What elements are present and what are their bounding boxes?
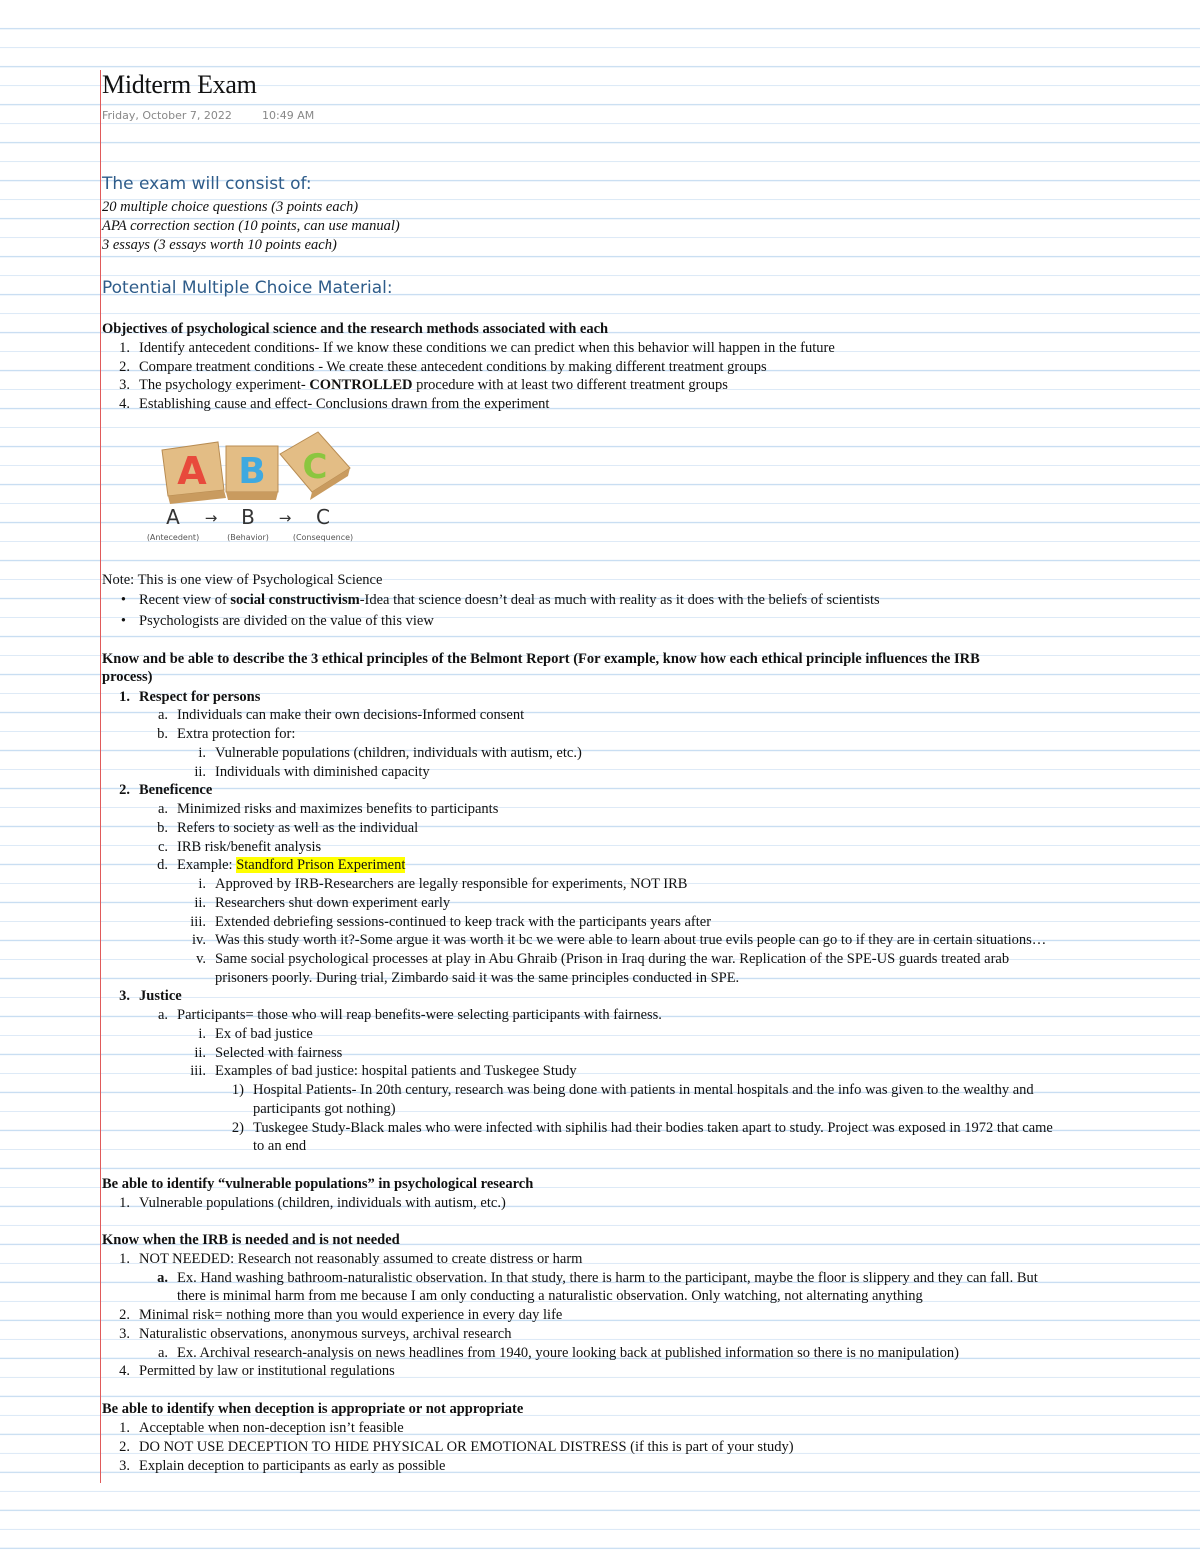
exam-item: 20 multiple choice questions (3 points each) <box>102 199 359 215</box>
abc-caption: (Antecedent) <box>146 533 200 542</box>
bullet-text: Recent view of <box>139 592 231 608</box>
list-item: Extra protection for: <box>177 726 296 742</box>
list-number: 3. <box>119 377 130 393</box>
bullet-text: -Idea that science doesn’t deal as much with reality as it does with the beliefs of scientists <box>359 592 880 608</box>
belmont-heading: Know and be able to describe the 3 ethical principles of the Belmont Report (For example, know how each ethical principle influences the IRB <box>102 651 980 667</box>
list-number: 1) <box>231 1082 244 1098</box>
list-number: 3. <box>119 1458 130 1474</box>
notebook-margin-line <box>100 70 101 1483</box>
list-item: Establishing cause and effect- Conclusions drawn from the experiment <box>139 396 550 412</box>
list-number: 2. <box>119 1439 130 1455</box>
block-c <box>280 432 350 500</box>
list-roman: ii. <box>194 764 206 780</box>
list-roman: iii. <box>190 914 206 930</box>
list-item: Naturalistic observations, anonymous surveys, archival research <box>139 1326 512 1342</box>
list-number: 4. <box>119 396 130 412</box>
block-letter: B <box>238 451 266 492</box>
principle-title: Beneficence <box>139 782 213 798</box>
list-roman: i. <box>198 745 206 761</box>
list-item: Same social psychological processes at play in Abu Ghraib (Prison in Iraq during the war. Replication of the SPE-US guards treated arab <box>215 951 1010 967</box>
list-item: IRB risk/benefit analysis <box>177 839 322 855</box>
irb-heading: Know when the IRB is needed and is not needed <box>102 1232 400 1248</box>
list-item-text: The psychology experiment- <box>139 377 310 393</box>
list-item-text: Example: <box>177 857 237 873</box>
abc-caption: (Consequence) <box>292 533 354 542</box>
list-roman: iv. <box>192 932 206 948</box>
list-letter: a. <box>157 1270 168 1286</box>
list-roman: iii. <box>190 1063 206 1079</box>
list-letter: a. <box>157 1345 168 1361</box>
list-item <box>177 856 405 874</box>
block-letter: A <box>177 449 207 493</box>
list-roman: i. <box>198 876 206 892</box>
bullet-item <box>139 591 880 609</box>
list-item: Individuals with diminished capacity <box>215 764 430 780</box>
abc-caption: (Behavior) <box>227 533 269 542</box>
list-number: 3. <box>119 1326 130 1342</box>
list-item-text: procedure with at least two different treatment groups <box>412 377 728 393</box>
list-item: Minimal risk= nothing more than you would experience in every day life <box>139 1307 563 1323</box>
list-item: Explain deception to participants as early as possible <box>139 1458 446 1474</box>
list-letter: a. <box>157 1007 168 1023</box>
list-letter: a. <box>157 801 168 817</box>
highlighted-text: Standford Prison Experiment <box>236 857 406 873</box>
list-item: Individuals can make their own decisions-Informed consent <box>177 707 525 723</box>
list-item: Vulnerable populations (children, individuals with autism, etc.) <box>139 1195 506 1211</box>
exam-item: APA correction section (10 points, can use manual) <box>102 218 400 234</box>
list-item: Vulnerable populations (children, individuals with autism, etc.) <box>215 745 582 761</box>
list-roman: ii. <box>194 1045 206 1061</box>
list-item: Ex of bad justice <box>215 1026 313 1042</box>
list-item: Acceptable when non-deception isn’t feasible <box>139 1420 404 1436</box>
list-item: Identify antecedent conditions- If we know these conditions we can predict when this behavior will happen in the future <box>139 340 835 356</box>
list-item: Ex. Archival research-analysis on news headlines from 1940, youre looking back at published information so there is no manipulation) <box>177 1345 960 1361</box>
list-roman: ii. <box>194 895 206 911</box>
abc-blocks-image <box>140 428 360 546</box>
exam-heading: The exam will consist of: <box>102 174 312 194</box>
abc-letter: B <box>241 505 255 529</box>
list-letter: a. <box>157 707 168 723</box>
objectives-heading: Objectives of psychological science and the research methods associated with each <box>102 321 609 337</box>
note-text: Note: This is one view of Psychological Science <box>102 572 383 588</box>
list-item: Approved by IRB-Researchers are legally responsible for experiments, NOT IRB <box>215 876 688 892</box>
list-item: Refers to society as well as the individual <box>177 820 419 836</box>
bullet: • <box>120 592 126 608</box>
list-number: 1. <box>119 1251 130 1267</box>
exam-item: 3 essays (3 essays worth 10 points each) <box>102 237 337 253</box>
list-item-continued: prisoners poorly. During trial, Zimbardo said it was the same principles conducted in SPE. <box>215 970 740 986</box>
list-roman: i. <box>198 1026 206 1042</box>
list-letter: b. <box>157 820 168 836</box>
list-number: 2. <box>119 359 130 375</box>
list-number: 3. <box>119 988 130 1004</box>
list-item: Hospital Patients- In 20th century, research was being done with patients in mental hospitals and the info was given to the wealthy and <box>253 1082 1034 1098</box>
list-number: 2. <box>119 782 130 798</box>
list-item: Tuskegee Study-Black males who were infected with siphilis had their bodies taken apart to study. Project was exposed in 1972 that came <box>253 1120 1053 1136</box>
list-letter: b. <box>157 726 168 742</box>
bullet: • <box>120 613 126 629</box>
list-letter: c. <box>157 839 168 855</box>
bold-text: social constructivism <box>230 592 360 608</box>
block-b <box>226 446 278 500</box>
principle-title: Justice <box>139 988 182 1004</box>
bold-text: CONTROLLED <box>309 377 413 393</box>
list-item: Ex. Hand washing bathroom-naturalistic observation. In that study, there is harm to the participant, maybe the floor is slippery and they can fall. But <box>177 1270 1038 1286</box>
belmont-heading: process) <box>102 669 153 685</box>
list-item: Minimized risks and maximizes benefits to participants <box>177 801 499 817</box>
principle-title: Respect for persons <box>139 689 261 705</box>
abc-letter: A <box>166 505 180 529</box>
arrow-icon: → <box>278 509 292 527</box>
page-date: Friday, October 7, 2022 <box>102 109 232 122</box>
list-roman: v. <box>196 951 206 967</box>
list-item-continued: participants got nothing) <box>253 1101 396 1117</box>
page-title: Midterm Exam <box>102 70 257 99</box>
block-a <box>162 442 226 504</box>
list-item: Was this study worth it?-Some argue it was worth it bc we were able to learn about true evils people can go to if they are in certain situations… <box>215 932 1047 948</box>
page-time: 10:49 AM <box>262 109 315 122</box>
abc-letter: C <box>316 505 330 529</box>
list-number: 1. <box>119 340 130 356</box>
list-item-continued: there is minimal harm from me because I am only conducting a naturalistic observation. Only watching, not alternating anything <box>177 1288 923 1304</box>
list-item: Permitted by law or institutional regulations <box>139 1363 395 1379</box>
block-letter: C <box>302 447 328 487</box>
list-number: 1. <box>119 689 130 705</box>
list-number: 1. <box>119 1420 130 1436</box>
list-item <box>139 376 728 394</box>
list-item: Selected with fairness <box>215 1045 343 1061</box>
list-item: Researchers shut down experiment early <box>215 895 451 911</box>
list-item: DO NOT USE DECEPTION TO HIDE PHYSICAL OR EMOTIONAL DISTRESS (if this is part of your study) <box>139 1439 794 1455</box>
list-item: Examples of bad justice: hospital patients and Tuskegee Study <box>215 1063 577 1079</box>
list-item: Compare treatment conditions - We create these antecedent conditions by making different treatment groups <box>139 359 767 375</box>
mc-heading: Potential Multiple Choice Material: <box>102 278 393 298</box>
bullet-item: Psychologists are divided on the value of this view <box>139 613 434 629</box>
list-number: 1. <box>119 1195 130 1211</box>
arrow-icon: → <box>204 509 218 527</box>
list-item: Participants= those who will reap benefits-were selecting participants with fairness. <box>177 1007 662 1023</box>
deception-heading: Be able to identify when deception is appropriate or not appropriate <box>102 1401 524 1417</box>
vulnerable-heading: Be able to identify “vulnerable populations” in psychological research <box>102 1176 534 1192</box>
list-number: 2. <box>119 1307 130 1323</box>
list-letter: d. <box>157 857 168 873</box>
list-item-continued: to an end <box>253 1138 307 1154</box>
list-item: NOT NEEDED: Research not reasonably assumed to create distress or harm <box>139 1251 583 1267</box>
list-item: Extended debriefing sessions-continued to keep track with the participants years after <box>215 914 712 930</box>
list-number: 2) <box>231 1120 244 1136</box>
list-number: 4. <box>119 1363 130 1379</box>
